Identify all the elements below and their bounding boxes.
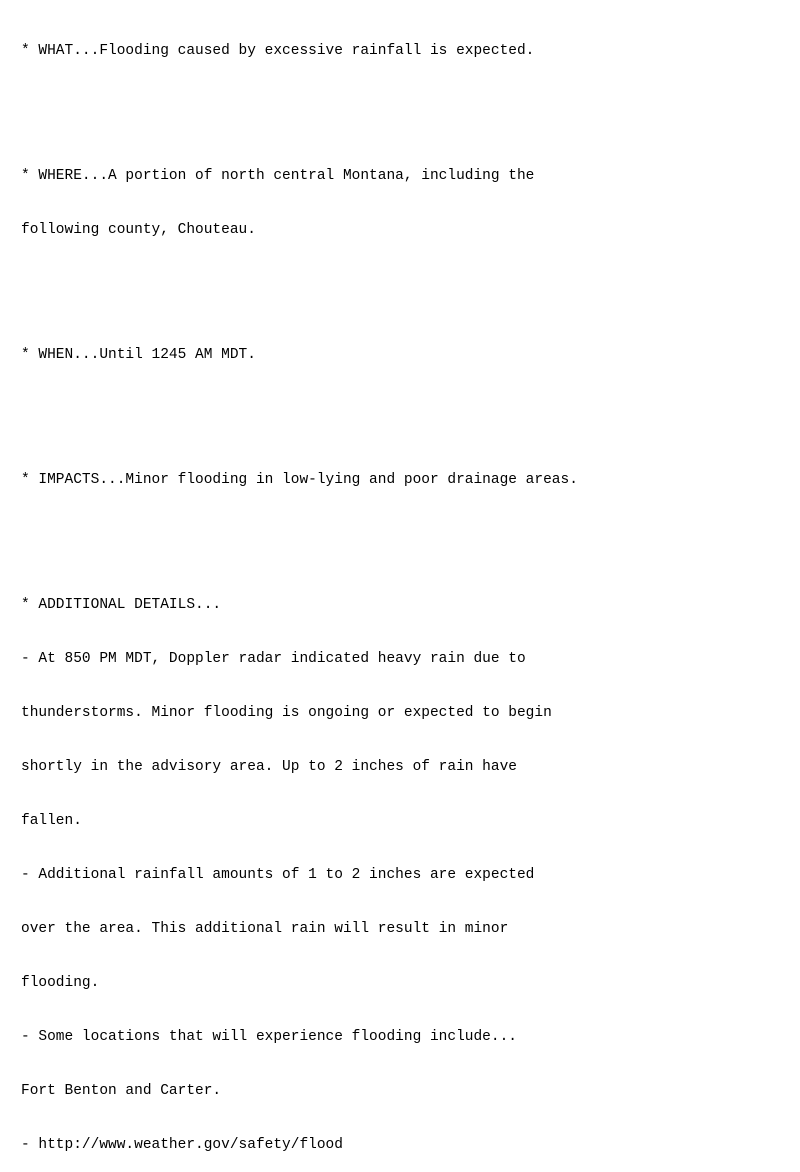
- details-line: flooding.: [21, 975, 100, 991]
- additional-details-heading: * ADDITIONAL DETAILS...: [21, 597, 222, 613]
- impacts-line: * IMPACTS...Minor flooding in low-lying and poor drainage areas.: [21, 472, 578, 488]
- blank-line: [21, 275, 791, 292]
- details-line: Fort Benton and Carter.: [21, 1083, 222, 1099]
- details-line: - At 850 PM MDT, Doppler radar indicated heavy rain due to: [21, 651, 526, 667]
- blank-line: [21, 400, 791, 417]
- details-line: shortly in the advisory area. Up to 2 inches of rain have: [21, 759, 517, 775]
- details-line: - Some locations that will experience flooding include...: [21, 1029, 517, 1045]
- what-line: * WHAT...Flooding caused by excessive rainfall is expected.: [21, 43, 535, 59]
- safety-link[interactable]: - http://www.weather.gov/safety/flood: [21, 1137, 343, 1153]
- where-line-2: following county, Chouteau.: [21, 222, 256, 238]
- details-line: - Additional rainfall amounts of 1 to 2 inches are expected: [21, 867, 535, 883]
- where-line-1: * WHERE...A portion of north central Montana, including the: [21, 168, 535, 184]
- details-line: over the area. This additional rain will result in minor: [21, 921, 509, 937]
- when-line: * WHEN...Until 1245 AM MDT.: [21, 347, 256, 363]
- flood-advisory-text: [21, 6, 791, 1172]
- details-line: fallen.: [21, 813, 82, 829]
- blank-line: [21, 525, 791, 542]
- details-line: thunderstorms. Minor flooding is ongoing or expected to begin: [21, 705, 552, 721]
- blank-line: [21, 96, 791, 113]
